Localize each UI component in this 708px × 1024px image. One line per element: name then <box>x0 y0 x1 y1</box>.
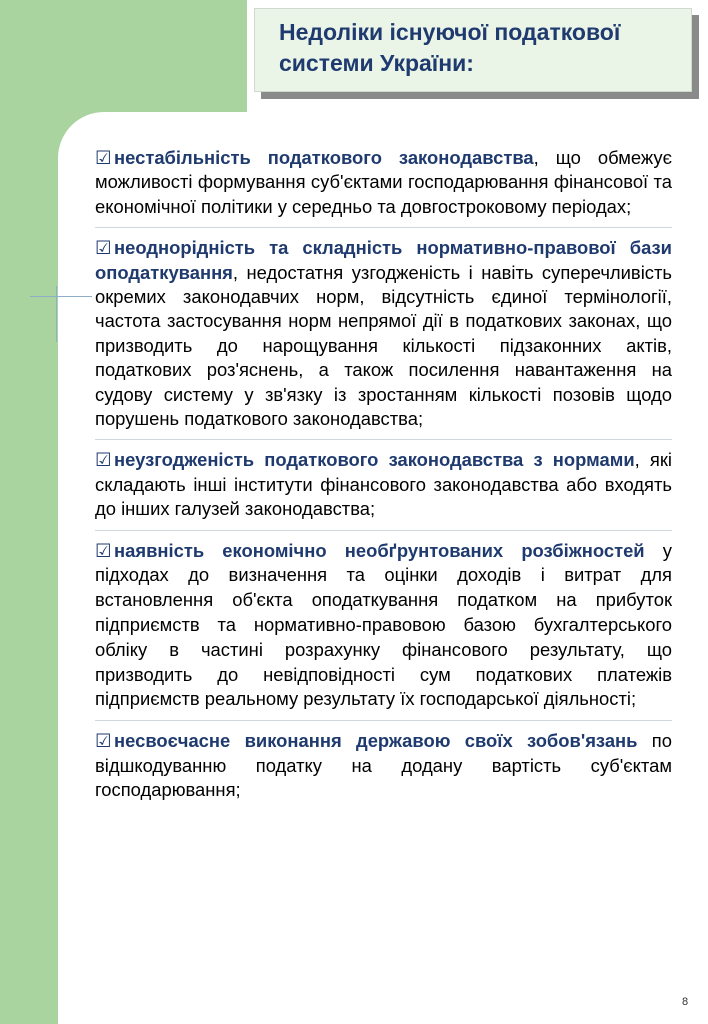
bullet-list <box>95 146 672 810</box>
list-item <box>95 539 672 713</box>
item-divider <box>95 530 672 531</box>
item-divider <box>95 439 672 440</box>
item-text: , які складають інші інститути фінансового законодавства або входять до інших галузей законодавства; <box>95 449 673 520</box>
item-keyword: наявність економічно необґрунтованих розбіжностей <box>114 539 645 561</box>
list-item <box>95 146 672 219</box>
title-box <box>254 8 692 92</box>
list-item <box>95 448 672 521</box>
decorative-rule <box>30 296 92 297</box>
item-text: по відшкодуванню податку на додану вартість суб'єктам господарювання; <box>95 730 672 801</box>
page-title: Недоліки існуючої податкової системи України: <box>279 19 621 76</box>
page-number: 8 <box>682 996 689 1008</box>
checkbox-icon: ☑ <box>95 730 112 752</box>
list-item <box>95 729 672 802</box>
checkbox-icon: ☑ <box>95 237 112 259</box>
item-keyword: неоднорідність та складність нормативно-правової бази оподаткування <box>95 237 672 283</box>
list-item <box>95 236 672 431</box>
item-text: , недостатня узгодженість і навіть суперечливість окремих законодавчих норм, відсутність єдиної термінології, частота застосування норм непрямої дії в податкових законах, що призводить до нарощування кількості підзаконних актів, податкових роз'яснень, а також посилення навантаження на судову систему у зв'язку із зростанням кількості позовів щодо порушень податкового законодавства; <box>95 261 672 430</box>
item-keyword: нестабільність податкового законодавства <box>114 147 534 168</box>
item-divider <box>95 720 672 721</box>
item-divider <box>95 227 672 228</box>
item-text: , що обмежує можливості формування суб'єктами господарювання фінансової та економічної політики у середньо та довгостроковому періодах; <box>95 147 672 217</box>
checkbox-icon: ☑ <box>95 147 112 168</box>
decorative-tick <box>56 286 57 342</box>
checkbox-icon: ☑ <box>95 539 112 561</box>
item-keyword: несвоєчасне виконання державою своїх зобов'язань <box>114 730 638 752</box>
item-keyword: неузгодженість податкового законодавства з нормами <box>114 449 635 471</box>
item-text: у підходах до визначення та оцінки доходів і витрат для встановлення об'єкта оподаткування податком на прибуток підприємств та нормативно-правовою базою бухгалтерського обліку в частині розрахунку фінансового результату, що призводить до невідповідності сум податкових платежів підприємств реальному результату їх господарської діяльності; <box>95 539 673 710</box>
checkbox-icon: ☑ <box>95 449 112 471</box>
